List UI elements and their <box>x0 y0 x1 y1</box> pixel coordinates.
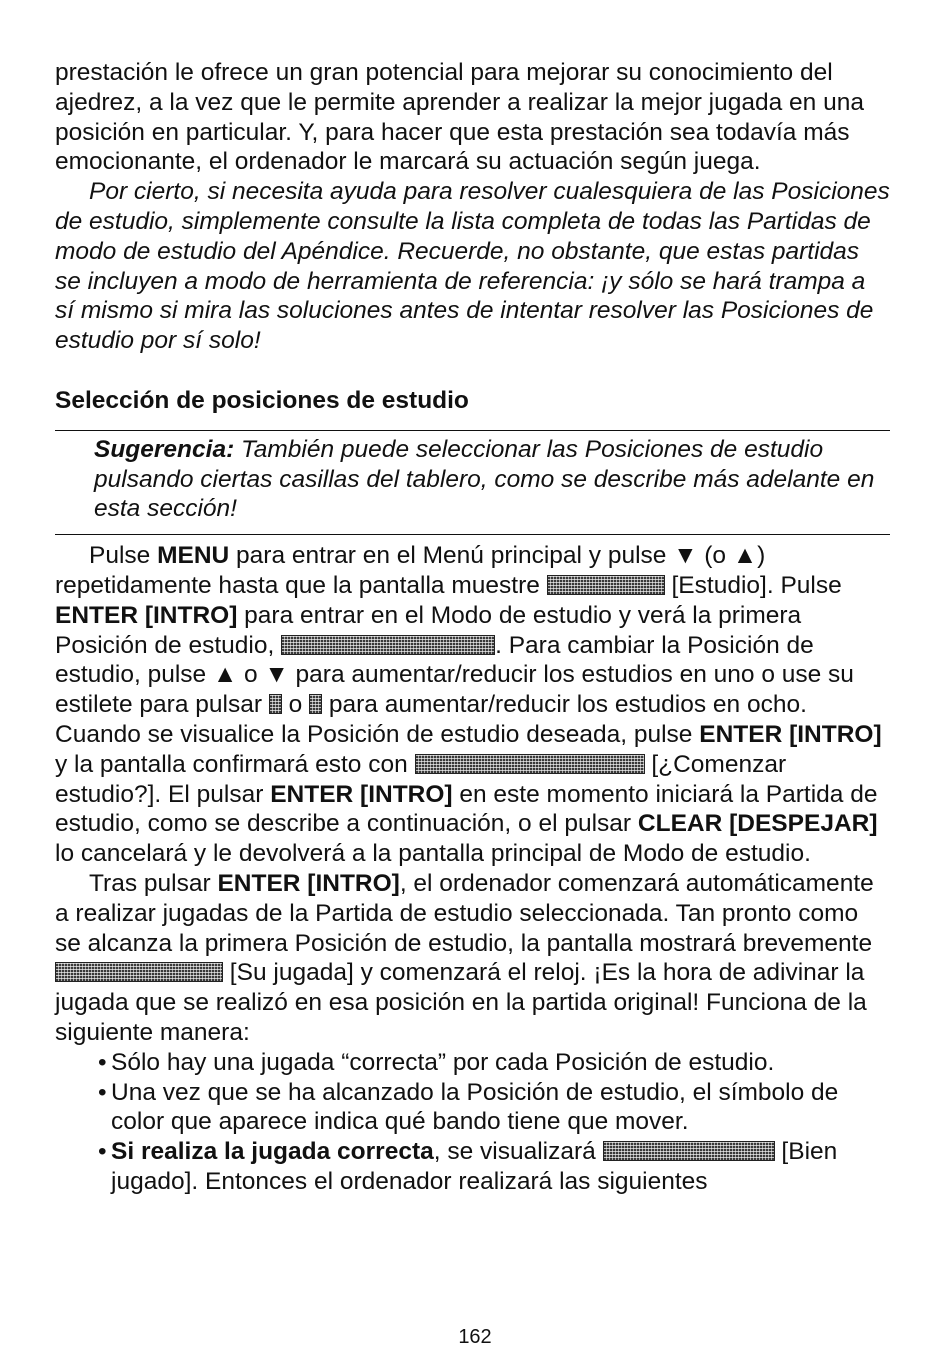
lcd-right-square-icon <box>309 694 322 714</box>
text-run: lo cancelará y le devolverá a la pantalla principal de Modo de estudio. <box>55 840 811 868</box>
key-enter: ENTER [INTRO] <box>55 601 238 629</box>
text-run: [¿Comenzar estudio?]. El pulsar <box>55 750 787 808</box>
text-run: y la pantalla confirmará esto con <box>55 750 415 778</box>
text-run: en este momento iniciará la Partida de estudio, como se describe a continuación, o el pulsar <box>55 780 878 838</box>
text-run: [Bien jugado]. Entonces el ordenador realizará las siguientes <box>111 1138 838 1195</box>
paragraph-appendix-note: Por cierto, si necesita ayuda para resolver cualesquiera de las Posiciones de estudio, simplemente consulte la lista completa de todas las Partidas de modo de estudio del Apéndice. Recuerde, no obstante, que estas partidas se incluyen a modo de herramienta de referencia: ¡y sólo se hará trampa a sí mismo si mira las soluciones antes de intentar resolver las Posiciones de estudio por sí solo! <box>55 178 890 355</box>
tip-box <box>55 431 890 534</box>
text-run: , se visualizará <box>433 1138 603 1166</box>
key-clear: CLEAR [DESPEJAR] <box>637 810 878 838</box>
key-enter: ENTER [INTRO] <box>699 720 882 748</box>
text-run: Tras pulsar <box>89 869 218 897</box>
lcd-study-display-icon <box>547 575 665 595</box>
key-enter: ENTER [INTRO] <box>217 869 400 897</box>
key-menu: MENU <box>157 542 230 570</box>
text-run: [Su jugada] y comenzará el reloj. ¡Es la hora de adivinar la jugada que se realizó en esa posición en la partida original! Funciona de la siguiente manera: <box>55 959 867 1046</box>
page-number: 162 <box>458 1326 492 1348</box>
document-page <box>55 58 890 1197</box>
bold-run: Si realiza la jugada correcta <box>111 1138 434 1166</box>
text-run: . Para cambiar la Posición de estudio, pulse ▲ o ▼ para aumentar/reducir los estudios en uno o use su estilete para pulsar <box>55 631 854 719</box>
lcd-start-study-display-icon <box>415 754 645 774</box>
paragraph-study-start <box>55 869 890 1048</box>
text-run: , el ordenador comenzará automáticamente a realizar jugadas de la Partida de estudio seleccionada. Tan pronto como se alcanza la primera Posición de estudio, la pantalla mostrará brevemente <box>55 869 874 957</box>
list-item: • Una vez que se ha alcanzado la Posición de estudio, el símbolo de color que aparece indica qué bando tiene que mover. <box>98 1078 890 1138</box>
paragraph-selection-steps <box>55 541 890 869</box>
paragraph-intro: prestación le ofrece un gran potencial para mejorar su conocimiento del ajedrez, a la vez que le permite aprender a realizar la mejor jugada en una posición en particular. Y, para hacer que esta prestación sea todavía más emocionante, el ordenador le marcará su actuación según juega. <box>55 59 864 176</box>
list-item: • Sólo hay una jugada “correcta” por cada Posición de estudio. <box>98 1048 890 1078</box>
text-run: [Estudio]. Pulse <box>664 571 842 599</box>
tip-label: Sugerencia: <box>94 435 235 463</box>
text-run: para entrar en el Modo de estudio y verá la primera Posición de estudio, <box>55 601 802 659</box>
list-item <box>98 1137 890 1197</box>
lcd-your-move-display-icon <box>55 962 223 982</box>
lcd-study-1-display-icon <box>281 635 495 655</box>
lcd-left-square-icon <box>269 694 282 714</box>
text-run: para aumentar/reducir los estudios en ocho. Cuando se visualice la Posición de estudio deseada, pulse <box>55 691 807 748</box>
tip-text: También puede seleccionar las Posiciones de estudio pulsando ciertas casillas del tablero, como se describe más adelante en esta sección! <box>94 435 875 523</box>
text-run: o <box>281 691 310 719</box>
text-run: Pulse <box>89 542 158 570</box>
section-heading: Selección de posiciones de estudio <box>55 386 469 414</box>
rules-list <box>55 1048 890 1197</box>
spacer <box>55 356 890 386</box>
text-run: para entrar en el Menú principal y pulse ▼ (o ▲) repetidamente hasta que la pantalla muestre <box>55 542 766 599</box>
lcd-well-done-display-icon <box>603 1141 775 1161</box>
key-enter: ENTER [INTRO] <box>270 780 453 808</box>
